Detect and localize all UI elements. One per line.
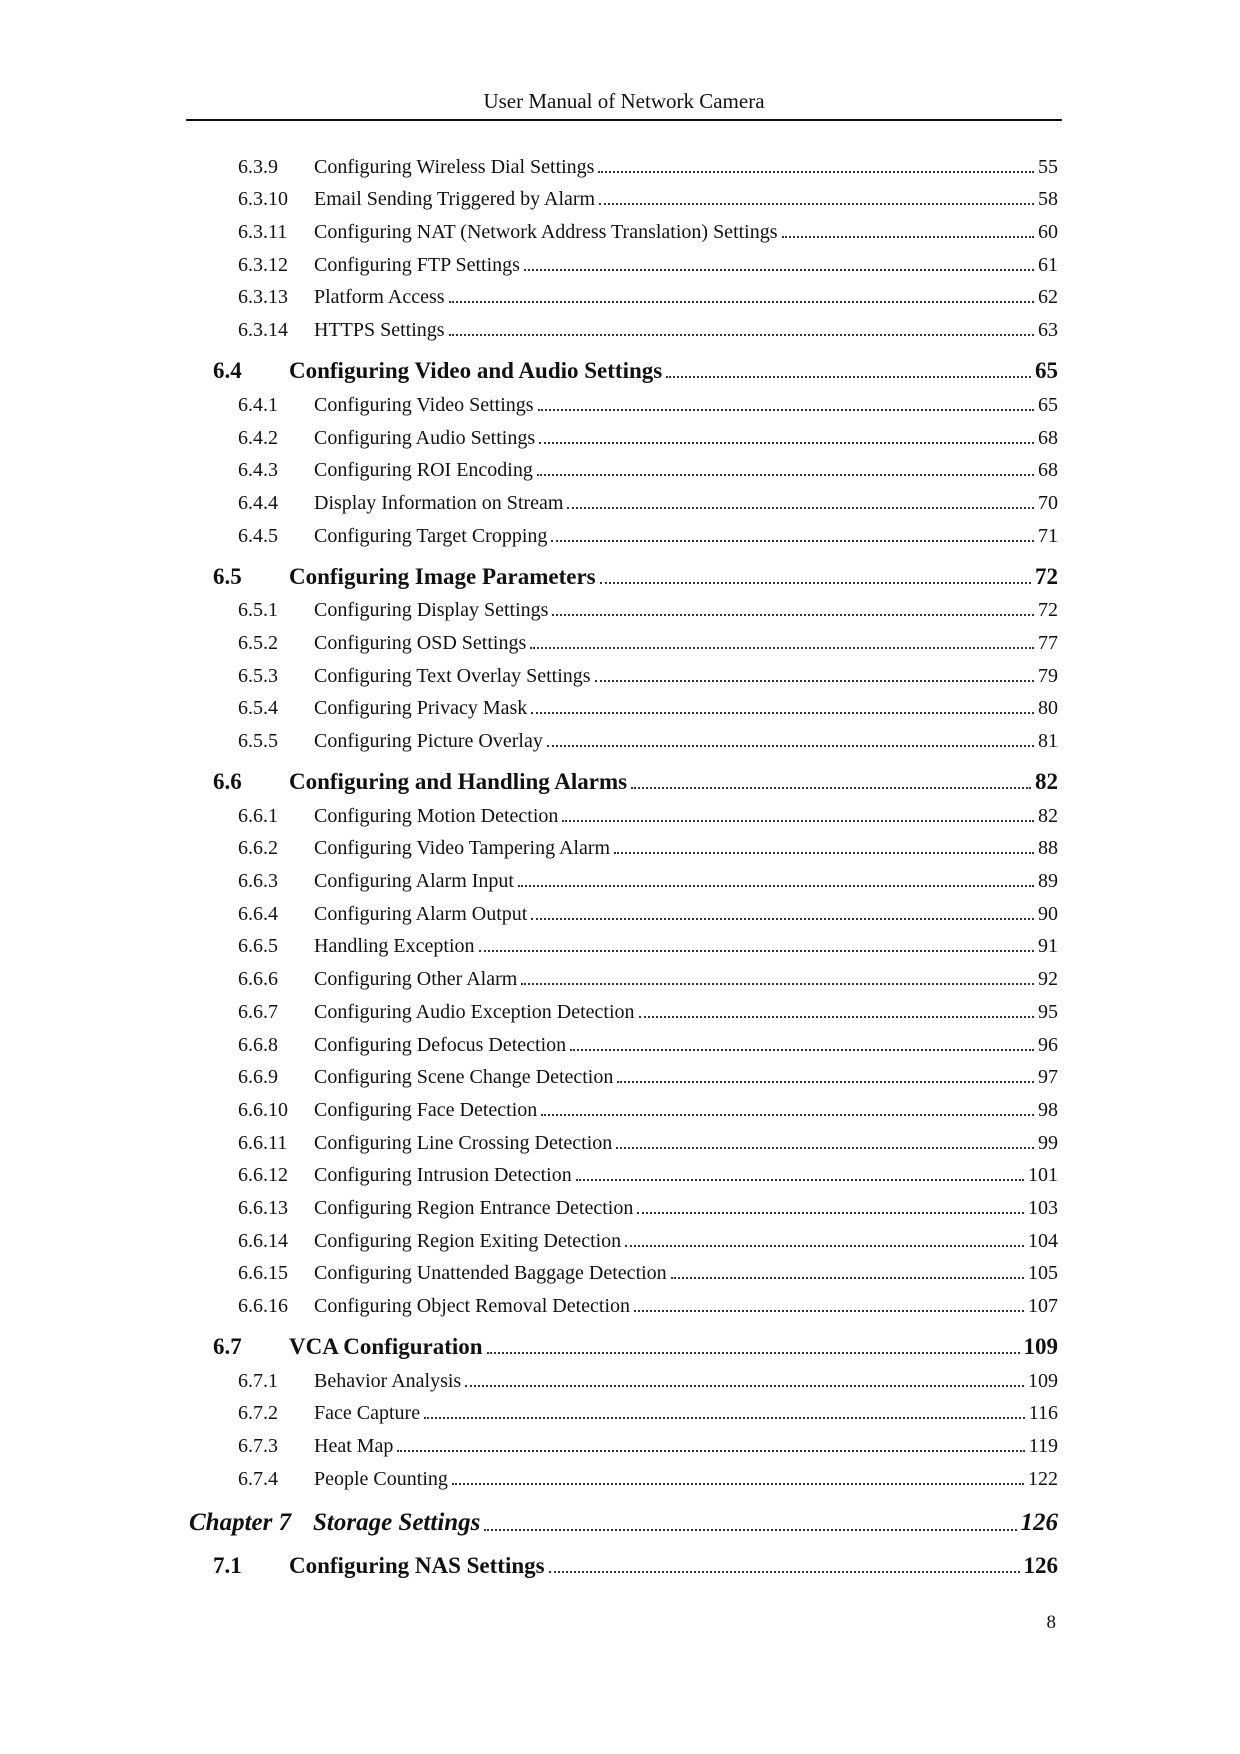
toc-entry-title: Display Information on Stream	[314, 491, 564, 514]
toc-entry[interactable]	[0, 250, 1240, 283]
toc-entry[interactable]	[0, 1324, 1240, 1366]
toc-entry[interactable]	[0, 1259, 1240, 1292]
toc-dot-leader	[531, 712, 1034, 714]
toc-entry-number: 6.6.10	[238, 1098, 288, 1121]
toc-entry-title: Handling Exception	[314, 935, 475, 958]
toc-dot-leader	[595, 680, 1034, 682]
toc-entry[interactable]	[0, 834, 1240, 867]
toc-entry[interactable]	[0, 932, 1240, 965]
toc-entry[interactable]	[0, 694, 1240, 727]
toc-entry-title: Configuring Video Settings	[314, 393, 534, 416]
toc-entry[interactable]	[0, 456, 1240, 489]
toc-entry-title: Configuring Privacy Mask	[314, 697, 528, 720]
toc-entry[interactable]	[0, 1161, 1240, 1194]
toc-dot-leader	[598, 171, 1034, 173]
toc-entry[interactable]	[0, 1095, 1240, 1128]
toc-dot-leader	[567, 507, 1034, 509]
toc-entry-page: 99	[1038, 1131, 1058, 1154]
toc-entry-page: 103	[1028, 1196, 1058, 1219]
toc-entry-title: Storage Settings	[313, 1508, 481, 1536]
toc-dot-leader	[449, 301, 1034, 303]
toc-entry-number: 6.6.14	[238, 1229, 288, 1252]
toc-entry-title: VCA Configuration	[289, 1334, 483, 1359]
toc-entry-page: 68	[1038, 426, 1058, 449]
toc-entry[interactable]	[0, 1030, 1240, 1063]
toc-entry[interactable]	[0, 315, 1240, 348]
toc-entry[interactable]	[0, 1497, 1240, 1543]
toc-entry-number: 6.6.12	[238, 1164, 288, 1187]
toc-entry-title: Configuring FTP Settings	[314, 253, 520, 276]
toc-entry-page: 77	[1038, 631, 1058, 654]
toc-dot-leader	[539, 442, 1034, 444]
toc-entry-title: Heat Map	[314, 1435, 394, 1458]
toc-dot-leader	[465, 1385, 1024, 1387]
toc-entry-number: 6.3.11	[238, 221, 288, 244]
toc-entry[interactable]	[0, 1464, 1240, 1497]
toc-dot-leader	[424, 1417, 1025, 1419]
toc-entry[interactable]	[0, 488, 1240, 521]
toc-dot-leader	[452, 1483, 1024, 1485]
toc-entry-title: Configuring Other Alarm	[314, 968, 518, 991]
toc-entry-page: 101	[1028, 1164, 1058, 1187]
toc-entry[interactable]	[0, 1543, 1240, 1585]
toc-entry-title: Configuring Display Settings	[314, 599, 549, 622]
toc-entry-title: Configuring Line Crossing Detection	[314, 1131, 613, 1154]
toc-entry-page: 82	[1038, 804, 1058, 827]
toc-entry-title: Configuring Alarm Input	[314, 870, 514, 893]
toc-entry[interactable]	[0, 726, 1240, 759]
toc-dot-leader	[616, 1147, 1034, 1149]
toc-entry-title: Configuring and Handling Alarms	[289, 769, 628, 794]
toc-entry-title: Face Capture	[314, 1402, 421, 1425]
toc-entry-title: Configuring ROI Encoding	[314, 459, 533, 482]
toc-entry-title: Configuring Defocus Detection	[314, 1033, 567, 1056]
toc-entry[interactable]	[0, 348, 1240, 390]
toc-entry-title: Configuring Text Overlay Settings	[314, 664, 591, 687]
toc-entry-number: 6.4	[213, 358, 242, 384]
toc-entry-number: 6.7.3	[238, 1435, 278, 1458]
toc-entry[interactable]	[0, 1128, 1240, 1161]
toc-entry-title: Configuring Intrusion Detection	[314, 1164, 572, 1187]
toc-entry-number: 6.6.9	[238, 1066, 278, 1089]
toc-entry[interactable]	[0, 1366, 1240, 1399]
toc-dot-leader	[639, 1016, 1034, 1018]
toc-entry-number: 6.5.2	[238, 631, 278, 654]
toc-dot-leader	[617, 1081, 1034, 1083]
toc-dot-leader	[487, 1352, 1020, 1354]
toc-entry-number: 6.3.12	[238, 253, 288, 276]
toc-entry-page: 109	[1023, 1334, 1058, 1359]
toc-entry[interactable]	[0, 423, 1240, 456]
toc-entry-number: 6.3.9	[238, 155, 278, 178]
toc-entry-page: 88	[1038, 837, 1058, 860]
toc-dot-leader	[541, 1114, 1034, 1116]
toc-entry[interactable]	[0, 283, 1240, 316]
toc-entry-page: 72	[1035, 563, 1058, 589]
toc-entry-number: 6.4.5	[238, 524, 278, 547]
toc-entry-title: Configuring Object Removal Detection	[314, 1295, 631, 1317]
toc-dot-leader	[551, 540, 1034, 542]
toc-entry[interactable]	[0, 1193, 1240, 1226]
toc-dot-leader	[570, 1049, 1034, 1051]
toc-dot-leader	[549, 1571, 1020, 1573]
toc-entry-title: Configuring Picture Overlay	[314, 730, 543, 752]
page-header	[186, 87, 1062, 121]
toc-entry-title: Configuring NAS Settings	[289, 1552, 545, 1578]
toc-entry-number: 6.7.2	[238, 1402, 278, 1425]
toc-entry-title: Configuring Unattended Baggage Detection	[314, 1262, 667, 1285]
toc-entry-page: 58	[1038, 188, 1058, 211]
toc-entry-number: 6.6.8	[238, 1033, 278, 1056]
toc-entry[interactable]	[0, 866, 1240, 899]
toc-entry[interactable]	[0, 596, 1240, 629]
toc-entry[interactable]	[0, 759, 1240, 801]
toc-entry-page: 89	[1038, 870, 1058, 893]
toc-dot-leader	[537, 474, 1034, 476]
toc-entry-number: 7.1	[213, 1552, 242, 1578]
toc-dot-leader	[530, 647, 1034, 649]
toc-entry-page: 55	[1038, 155, 1058, 178]
toc-entry-page: 109	[1028, 1369, 1058, 1392]
toc-entry-page: 104	[1028, 1229, 1058, 1252]
toc-entry-page: 72	[1038, 599, 1058, 622]
toc-entry-title: Configuring Region Entrance Detection	[314, 1196, 634, 1219]
toc-entry[interactable]	[0, 1291, 1240, 1324]
toc-dot-leader	[631, 787, 1031, 789]
toc-entry-page: 62	[1038, 286, 1058, 309]
toc-entry-number: 6.6.7	[238, 1000, 278, 1023]
toc-entry-number: 6.6.11	[238, 1131, 288, 1154]
toc-entry-page: 79	[1038, 664, 1058, 687]
toc-entry[interactable]	[0, 390, 1240, 423]
toc-entry[interactable]	[0, 997, 1240, 1030]
toc-entry-title: Email Sending Triggered by Alarm	[314, 188, 596, 211]
toc-entry[interactable]	[0, 1399, 1240, 1432]
toc-dot-leader	[479, 950, 1034, 952]
header-title: User Manual of Network Camera	[483, 89, 765, 113]
toc-entry-page: 126	[1020, 1508, 1058, 1536]
toc-dot-leader	[576, 1179, 1024, 1181]
toc-entry-number: 6.5.3	[238, 664, 278, 687]
toc-entry[interactable]	[0, 1063, 1240, 1096]
toc-entry-number: 6.6.2	[238, 837, 278, 860]
toc-dot-leader	[547, 745, 1034, 747]
toc-entry-number: 6.3.14	[238, 319, 288, 342]
toc-entry-page: 60	[1038, 221, 1058, 244]
toc-dot-leader	[634, 1310, 1024, 1312]
toc-entry-number: 6.5	[213, 563, 242, 589]
toc-dot-leader	[484, 1529, 1017, 1531]
toc-entry-number: 6.4.3	[238, 459, 278, 482]
toc-entry-title: Configuring Image Parameters	[289, 563, 596, 589]
toc-entry[interactable]	[0, 152, 1240, 185]
toc-entry-number: 6.3.13	[238, 286, 288, 309]
toc-entry-page: 119	[1028, 1435, 1058, 1458]
toc-dot-leader	[782, 236, 1034, 238]
toc-entry-number: 6.6.5	[238, 935, 278, 958]
toc-entry-page: 96	[1038, 1033, 1058, 1056]
toc-entry-number: 6.6.3	[238, 870, 278, 893]
toc-dot-leader	[562, 820, 1034, 822]
toc-dot-leader	[531, 918, 1034, 920]
toc-entry-title: HTTPS Settings	[314, 319, 445, 342]
toc-dot-leader	[666, 376, 1031, 378]
toc-entry-page: 90	[1038, 902, 1058, 925]
toc-entry[interactable]	[0, 554, 1240, 596]
toc-entry[interactable]	[0, 899, 1240, 932]
toc-entry-title: Configuring NAT (Network Address Translation) Settings	[314, 221, 778, 244]
toc-entry-page: 71	[1038, 524, 1058, 547]
toc-entry-number: 6.4.4	[238, 491, 278, 514]
toc-entry-page: 98	[1038, 1098, 1058, 1121]
toc-entry-page: 122	[1028, 1467, 1058, 1490]
toc-entry-title: Configuring Video and Audio Settings	[289, 358, 663, 384]
toc-entry-number: 6.6.1	[238, 804, 278, 827]
toc-entry[interactable]	[0, 521, 1240, 554]
toc-dot-leader	[397, 1450, 1025, 1452]
toc-entry-page: 65	[1038, 393, 1058, 416]
toc-entry-number: 6.6.15	[238, 1262, 288, 1285]
toc-entry-page: 105	[1028, 1262, 1058, 1285]
toc-entry[interactable]	[0, 1226, 1240, 1259]
toc-entry-title: Behavior Analysis	[314, 1369, 462, 1392]
toc-entry[interactable]	[0, 801, 1240, 834]
toc-entry-page: 68	[1038, 459, 1058, 482]
toc-entry-title: Platform Access	[314, 286, 445, 309]
toc-entry-title: Configuring Audio Settings	[314, 426, 536, 449]
toc-entry-number: 6.7.4	[238, 1467, 278, 1490]
toc-entry-title: People Counting	[314, 1467, 448, 1490]
toc-dot-leader	[671, 1277, 1024, 1279]
toc-dot-leader	[538, 409, 1034, 411]
toc-entry-page: 82	[1035, 769, 1058, 794]
toc-dot-leader	[637, 1212, 1024, 1214]
toc-entry-number: 6.3.10	[238, 188, 288, 211]
toc-dot-leader	[625, 1245, 1024, 1247]
toc-entry-number: 6.5.4	[238, 697, 278, 720]
toc-entry-title: Configuring Region Exiting Detection	[314, 1229, 622, 1252]
toc-entry-page: 91	[1038, 935, 1058, 958]
toc-entry-page: 126	[1023, 1552, 1058, 1578]
toc-entry-page: 116	[1028, 1402, 1058, 1425]
toc-entry-page: 81	[1038, 730, 1058, 752]
toc-entry-number: 6.7	[213, 1334, 242, 1359]
toc-entry-number: 6.5.1	[238, 599, 278, 622]
toc-entry[interactable]	[0, 628, 1240, 661]
toc-entry-number: 6.4.1	[238, 393, 278, 416]
toc-entry-title: Configuring Alarm Output	[314, 902, 528, 925]
toc-entry-number: 6.6.4	[238, 902, 278, 925]
toc-entry-number: 6.6.13	[238, 1196, 288, 1219]
toc-dot-leader	[518, 885, 1034, 887]
toc-entry[interactable]	[0, 661, 1240, 694]
toc-entry-number: 6.4.2	[238, 426, 278, 449]
toc-entry-page: 97	[1038, 1066, 1058, 1089]
toc-dot-leader	[521, 983, 1034, 985]
toc-entry[interactable]	[0, 1431, 1240, 1464]
toc-entry[interactable]	[0, 185, 1240, 218]
toc-entry-title: Configuring Motion Detection	[314, 804, 559, 827]
table-of-contents	[0, 152, 1240, 1585]
toc-entry-title: Configuring Video Tampering Alarm	[314, 837, 611, 860]
toc-entry-title: Configuring Audio Exception Detection	[314, 1000, 635, 1023]
toc-entry-page: 65	[1035, 358, 1058, 384]
toc-dot-leader	[600, 582, 1031, 584]
toc-entry-page: 80	[1038, 697, 1058, 720]
toc-entry-page: 61	[1038, 253, 1058, 276]
toc-dot-leader	[524, 269, 1034, 271]
toc-entry-number: Chapter 7	[189, 1508, 292, 1536]
toc-entry-page: 92	[1038, 968, 1058, 991]
toc-dot-leader	[552, 614, 1034, 616]
toc-entry-title: Configuring OSD Settings	[314, 631, 527, 654]
toc-dot-leader	[599, 203, 1034, 205]
toc-entry-page: 63	[1038, 319, 1058, 342]
toc-entry[interactable]	[0, 217, 1240, 250]
toc-entry-title: Configuring Target Cropping	[314, 524, 548, 547]
toc-entry-number: 6.6.6	[238, 968, 278, 991]
toc-entry[interactable]	[0, 964, 1240, 997]
toc-entry-number: 6.6	[213, 769, 242, 794]
toc-entry-title: Configuring Face Detection	[314, 1098, 538, 1121]
toc-entry-number: 6.5.5	[238, 730, 278, 752]
toc-dot-leader	[614, 852, 1034, 854]
toc-entry-title: Configuring Scene Change Detection	[314, 1066, 614, 1089]
page-number: 8	[1046, 1612, 1056, 1633]
toc-entry-page: 70	[1038, 491, 1058, 514]
toc-entry-number: 6.7.1	[238, 1369, 278, 1392]
toc-dot-leader	[449, 334, 1034, 336]
toc-entry-title: Configuring Wireless Dial Settings	[314, 155, 595, 178]
toc-entry-page: 107	[1028, 1295, 1058, 1317]
toc-entry-page: 95	[1038, 1000, 1058, 1023]
toc-entry-number: 6.6.16	[238, 1295, 288, 1317]
